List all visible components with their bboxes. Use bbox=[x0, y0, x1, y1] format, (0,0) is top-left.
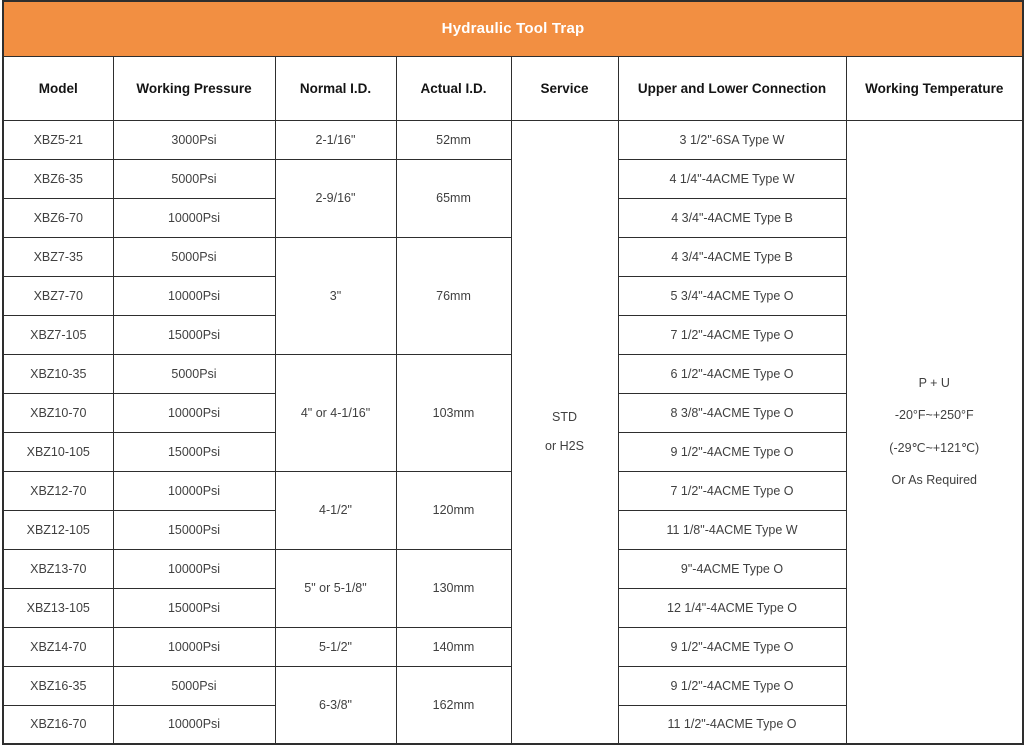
column-header-working-pressure: Working Pressure bbox=[113, 56, 275, 120]
connection-cell: 3 1/2"-6SA Type W bbox=[618, 120, 846, 159]
working-temperature-line: P + U bbox=[918, 375, 950, 390]
connection-cell: 9"-4ACME Type O bbox=[618, 549, 846, 588]
actual-id-cell: 120mm bbox=[396, 471, 511, 549]
service-line: or H2S bbox=[545, 438, 584, 453]
working-pressure-cell: 10000Psi bbox=[113, 471, 275, 510]
working-pressure-cell: 5000Psi bbox=[113, 237, 275, 276]
actual-id-cell: 52mm bbox=[396, 120, 511, 159]
working-temperature-line: (-29℃~+121℃) bbox=[889, 440, 980, 455]
actual-id-cell: 140mm bbox=[396, 627, 511, 666]
model-cell: XBZ5-21 bbox=[3, 120, 113, 159]
spec-table-body bbox=[3, 120, 1023, 744]
model-cell: XBZ7-70 bbox=[3, 276, 113, 315]
model-cell: XBZ16-35 bbox=[3, 666, 113, 705]
model-cell: XBZ7-35 bbox=[3, 237, 113, 276]
actual-id-cell: 130mm bbox=[396, 549, 511, 627]
connection-cell: 9 1/2"-4ACME Type O bbox=[618, 627, 846, 666]
connection-cell: 4 1/4"-4ACME Type W bbox=[618, 159, 846, 198]
model-cell: XBZ6-35 bbox=[3, 159, 113, 198]
working-temperature-line: -20°F~+250°F bbox=[894, 408, 974, 423]
working-pressure-cell: 15000Psi bbox=[113, 510, 275, 549]
connection-cell: 9 1/2"-4ACME Type O bbox=[618, 432, 846, 471]
working-pressure-cell: 3000Psi bbox=[113, 120, 275, 159]
model-cell: XBZ13-70 bbox=[3, 549, 113, 588]
column-header-service: Service bbox=[511, 56, 618, 120]
working-pressure-cell: 10000Psi bbox=[113, 705, 275, 744]
working-pressure-cell: 5000Psi bbox=[113, 666, 275, 705]
actual-id-cell: 162mm bbox=[396, 666, 511, 744]
page-title: Hydraulic Tool Trap bbox=[3, 1, 1023, 56]
connection-cell: 9 1/2"-4ACME Type O bbox=[618, 666, 846, 705]
actual-id-cell: 65mm bbox=[396, 159, 511, 237]
working-pressure-cell: 5000Psi bbox=[113, 159, 275, 198]
column-header-working-temperature: Working Temperature bbox=[846, 56, 1023, 120]
working-temperature-line: Or As Required bbox=[891, 473, 977, 488]
working-pressure-cell: 10000Psi bbox=[113, 276, 275, 315]
normal-id-cell: 4-1/2" bbox=[275, 471, 396, 549]
connection-cell: 7 1/2"-4ACME Type O bbox=[618, 315, 846, 354]
connection-cell: 12 1/4"-4ACME Type O bbox=[618, 588, 846, 627]
connection-cell: 6 1/2"-4ACME Type O bbox=[618, 354, 846, 393]
service-line: STD bbox=[552, 410, 577, 425]
title-row bbox=[3, 1, 1023, 56]
model-cell: XBZ10-105 bbox=[3, 432, 113, 471]
working-pressure-cell: 10000Psi bbox=[113, 198, 275, 237]
normal-id-cell: 6-3/8" bbox=[275, 666, 396, 744]
normal-id-cell: 2-9/16" bbox=[275, 159, 396, 237]
column-header-actual-id: Actual I.D. bbox=[396, 56, 511, 120]
working-pressure-cell: 5000Psi bbox=[113, 354, 275, 393]
model-cell: XBZ10-70 bbox=[3, 393, 113, 432]
connection-cell: 11 1/8"-4ACME Type W bbox=[618, 510, 846, 549]
connection-cell: 4 3/4"-4ACME Type B bbox=[618, 237, 846, 276]
model-cell: XBZ14-70 bbox=[3, 627, 113, 666]
working-temperature-cell bbox=[846, 120, 1023, 744]
column-header-model: Model bbox=[3, 56, 113, 120]
working-pressure-cell: 10000Psi bbox=[113, 627, 275, 666]
normal-id-cell: 5-1/2" bbox=[275, 627, 396, 666]
model-cell: XBZ6-70 bbox=[3, 198, 113, 237]
working-pressure-cell: 15000Psi bbox=[113, 432, 275, 471]
column-header-upper-lower-connection: Upper and Lower Connection bbox=[618, 56, 846, 120]
model-cell: XBZ16-70 bbox=[3, 705, 113, 744]
model-cell: XBZ12-70 bbox=[3, 471, 113, 510]
model-cell: XBZ10-35 bbox=[3, 354, 113, 393]
working-pressure-cell: 10000Psi bbox=[113, 549, 275, 588]
connection-cell: 8 3/8"-4ACME Type O bbox=[618, 393, 846, 432]
service-cell bbox=[511, 120, 618, 744]
model-cell: XBZ7-105 bbox=[3, 315, 113, 354]
header-row bbox=[3, 56, 1023, 120]
normal-id-cell: 3" bbox=[275, 237, 396, 354]
working-pressure-cell: 15000Psi bbox=[113, 315, 275, 354]
model-cell: XBZ13-105 bbox=[3, 588, 113, 627]
working-pressure-cell: 15000Psi bbox=[113, 588, 275, 627]
normal-id-cell: 4" or 4-1/16" bbox=[275, 354, 396, 471]
connection-cell: 11 1/2"-4ACME Type O bbox=[618, 705, 846, 744]
model-cell: XBZ12-105 bbox=[3, 510, 113, 549]
hydraulic-tool-trap-table bbox=[2, 0, 1024, 745]
connection-cell: 4 3/4"-4ACME Type B bbox=[618, 198, 846, 237]
connection-cell: 5 3/4"-4ACME Type O bbox=[618, 276, 846, 315]
normal-id-cell: 5" or 5-1/8" bbox=[275, 549, 396, 627]
table-row bbox=[3, 120, 1023, 159]
connection-cell: 7 1/2"-4ACME Type O bbox=[618, 471, 846, 510]
normal-id-cell: 2-1/16" bbox=[275, 120, 396, 159]
actual-id-cell: 76mm bbox=[396, 237, 511, 354]
column-header-normal-id: Normal I.D. bbox=[275, 56, 396, 120]
working-pressure-cell: 10000Psi bbox=[113, 393, 275, 432]
actual-id-cell: 103mm bbox=[396, 354, 511, 471]
